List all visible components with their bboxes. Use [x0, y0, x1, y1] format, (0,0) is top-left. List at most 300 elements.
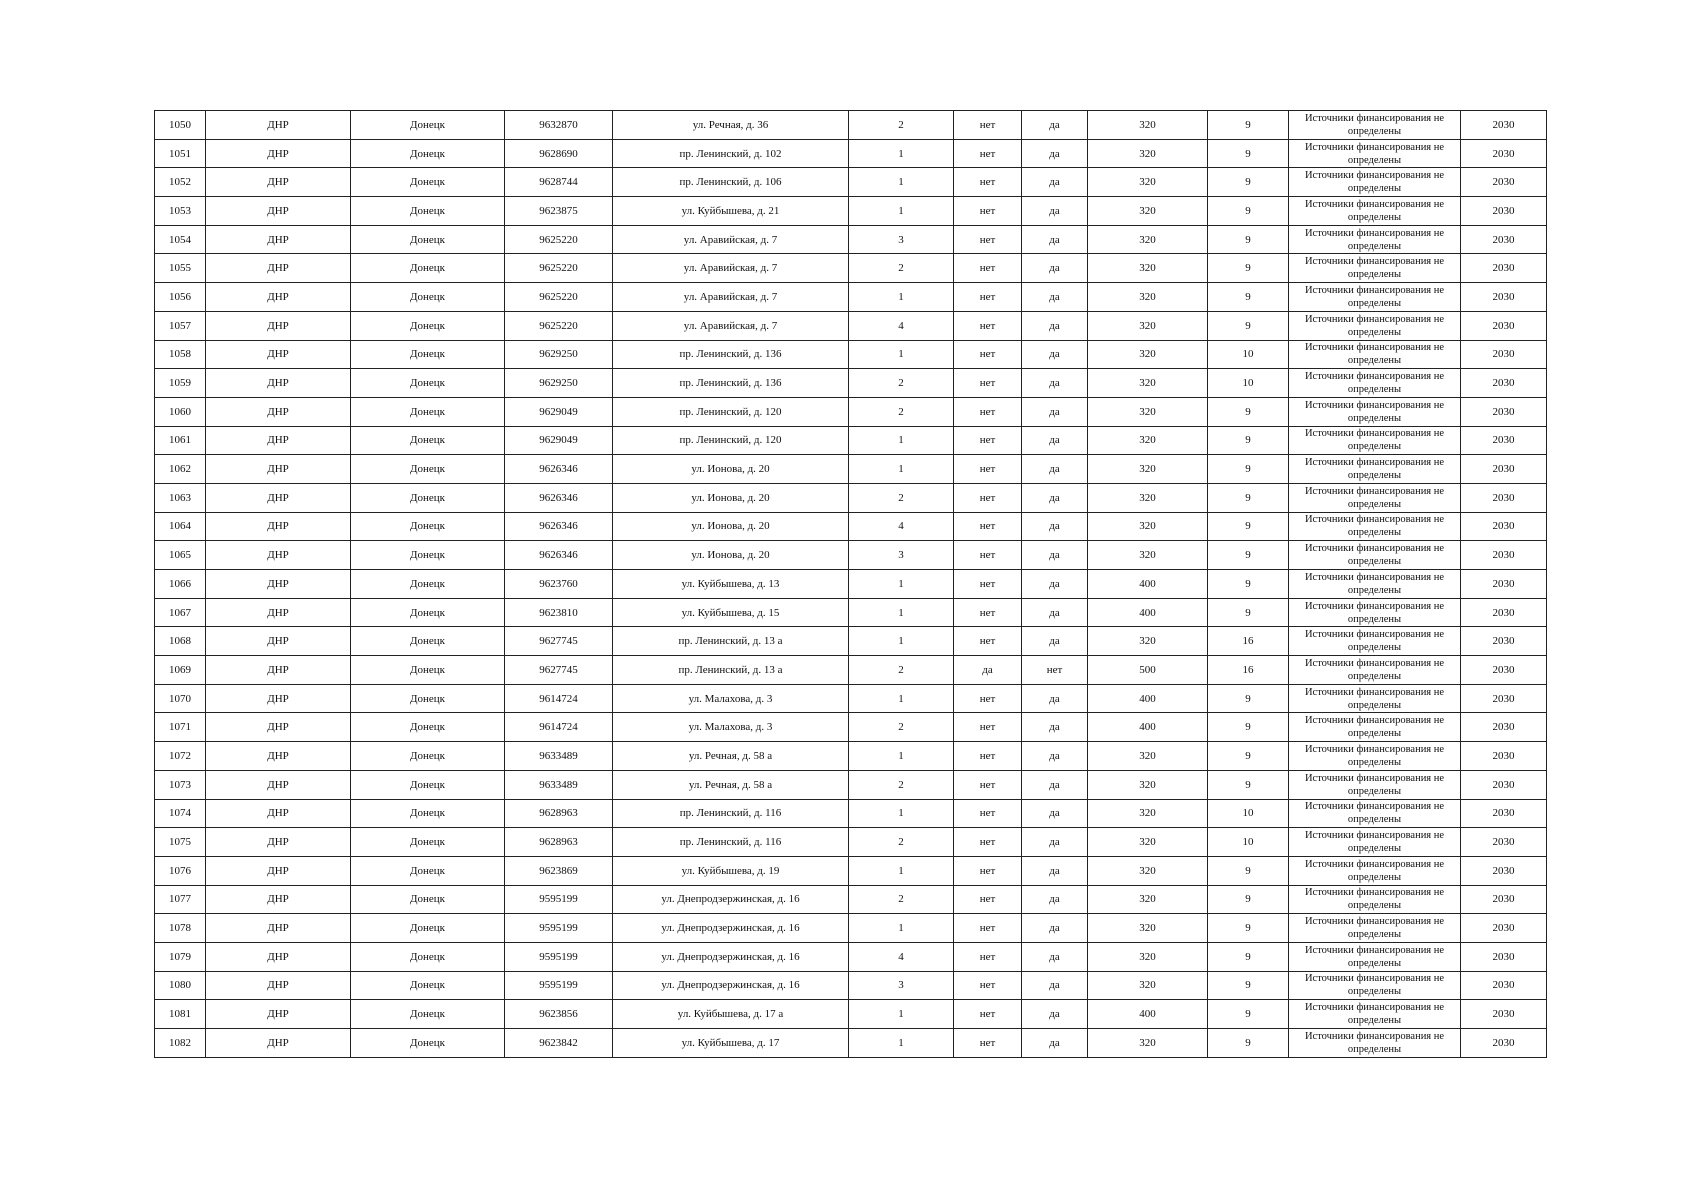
floors-cell: 9 — [1208, 1000, 1289, 1029]
table-row — [155, 111, 1547, 140]
flag-a-cell: нет — [954, 197, 1022, 226]
address-cell: ул. Куйбышева, д. 13 — [613, 570, 849, 599]
year-cell: 2030 — [1461, 541, 1547, 570]
value-cell: 320 — [1088, 627, 1208, 656]
row-number: 1081 — [155, 1000, 206, 1029]
value-cell: 320 — [1088, 512, 1208, 541]
funding-cell: Источники финансирования не определены — [1289, 713, 1461, 742]
flag-a-cell: нет — [954, 225, 1022, 254]
funding-cell: Источники финансирования не определены — [1289, 942, 1461, 971]
entrance-cell: 2 — [849, 397, 954, 426]
funding-cell: Источники финансирования не определены — [1289, 311, 1461, 340]
flag-b-cell: да — [1022, 283, 1088, 312]
city-cell: Донецк — [351, 254, 505, 283]
year-cell: 2030 — [1461, 656, 1547, 685]
city-cell: Донецк — [351, 311, 505, 340]
city-cell: Донецк — [351, 713, 505, 742]
value-cell: 320 — [1088, 799, 1208, 828]
city-cell: Донецк — [351, 799, 505, 828]
address-cell: ул. Днепродзержинская, д. 16 — [613, 885, 849, 914]
flag-b-cell: да — [1022, 426, 1088, 455]
address-cell: пр. Ленинский, д. 136 — [613, 369, 849, 398]
city-cell: Донецк — [351, 139, 505, 168]
flag-a-cell: нет — [954, 627, 1022, 656]
row-number: 1067 — [155, 598, 206, 627]
region-cell: ДНР — [206, 885, 351, 914]
address-cell: пр. Ленинский, д. 116 — [613, 799, 849, 828]
city-cell: Донецк — [351, 942, 505, 971]
city-cell: Донецк — [351, 283, 505, 312]
flag-b-cell: да — [1022, 570, 1088, 599]
floors-cell: 10 — [1208, 340, 1289, 369]
address-cell: ул. Куйбышева, д. 17 а — [613, 1000, 849, 1029]
funding-cell: Источники финансирования не определены — [1289, 856, 1461, 885]
entrance-cell: 1 — [849, 168, 954, 197]
value-cell: 500 — [1088, 656, 1208, 685]
address-cell: ул. Куйбышева, д. 21 — [613, 197, 849, 226]
code-cell: 9623760 — [505, 570, 613, 599]
entrance-cell: 1 — [849, 139, 954, 168]
flag-b-cell: да — [1022, 111, 1088, 140]
city-cell: Донецк — [351, 742, 505, 771]
floors-cell: 10 — [1208, 828, 1289, 857]
entrance-cell: 1 — [849, 799, 954, 828]
year-cell: 2030 — [1461, 455, 1547, 484]
year-cell: 2030 — [1461, 856, 1547, 885]
table-row — [155, 627, 1547, 656]
row-number: 1054 — [155, 225, 206, 254]
flag-a-cell: нет — [954, 455, 1022, 484]
funding-cell: Источники финансирования не определены — [1289, 541, 1461, 570]
flag-b-cell: да — [1022, 512, 1088, 541]
entrance-cell: 3 — [849, 225, 954, 254]
funding-cell: Источники финансирования не определены — [1289, 598, 1461, 627]
address-cell: ул. Куйбышева, д. 17 — [613, 1029, 849, 1058]
region-cell: ДНР — [206, 598, 351, 627]
value-cell: 320 — [1088, 742, 1208, 771]
row-number: 1057 — [155, 311, 206, 340]
table-row — [155, 799, 1547, 828]
year-cell: 2030 — [1461, 483, 1547, 512]
region-cell: ДНР — [206, 914, 351, 943]
flag-a-cell: нет — [954, 254, 1022, 283]
flag-a-cell: нет — [954, 139, 1022, 168]
city-cell: Донецк — [351, 225, 505, 254]
row-number: 1053 — [155, 197, 206, 226]
floors-cell: 10 — [1208, 369, 1289, 398]
address-cell: ул. Речная, д. 36 — [613, 111, 849, 140]
floors-cell: 9 — [1208, 713, 1289, 742]
row-number: 1080 — [155, 971, 206, 1000]
flag-b-cell: да — [1022, 311, 1088, 340]
address-cell: ул. Малахова, д. 3 — [613, 684, 849, 713]
flag-b-cell: да — [1022, 799, 1088, 828]
code-cell: 9628963 — [505, 828, 613, 857]
code-cell: 9632870 — [505, 111, 613, 140]
floors-cell: 9 — [1208, 455, 1289, 484]
year-cell: 2030 — [1461, 283, 1547, 312]
flag-b-cell: да — [1022, 139, 1088, 168]
floors-cell: 9 — [1208, 914, 1289, 943]
floors-cell: 9 — [1208, 483, 1289, 512]
city-cell: Донецк — [351, 856, 505, 885]
address-cell: ул. Речная, д. 58 а — [613, 742, 849, 771]
address-cell: ул. Аравийская, д. 7 — [613, 311, 849, 340]
row-number: 1064 — [155, 512, 206, 541]
address-cell: ул. Куйбышева, д. 19 — [613, 856, 849, 885]
city-cell: Донецк — [351, 570, 505, 599]
flag-a-cell: нет — [954, 713, 1022, 742]
flag-b-cell: да — [1022, 856, 1088, 885]
region-cell: ДНР — [206, 111, 351, 140]
year-cell: 2030 — [1461, 311, 1547, 340]
flag-b-cell: да — [1022, 971, 1088, 1000]
value-cell: 320 — [1088, 397, 1208, 426]
floors-cell: 9 — [1208, 770, 1289, 799]
value-cell: 320 — [1088, 885, 1208, 914]
flag-b-cell: да — [1022, 627, 1088, 656]
floors-cell: 9 — [1208, 942, 1289, 971]
funding-cell: Источники финансирования не определены — [1289, 885, 1461, 914]
city-cell: Донецк — [351, 197, 505, 226]
funding-cell: Источники финансирования не определены — [1289, 397, 1461, 426]
table-row — [155, 885, 1547, 914]
address-cell: ул. Днепродзержинская, д. 16 — [613, 914, 849, 943]
code-cell: 9629250 — [505, 369, 613, 398]
floors-cell: 9 — [1208, 168, 1289, 197]
value-cell: 320 — [1088, 1029, 1208, 1058]
entrance-cell: 4 — [849, 512, 954, 541]
address-cell: ул. Днепродзержинская, д. 16 — [613, 942, 849, 971]
flag-a-cell: нет — [954, 369, 1022, 398]
flag-b-cell: да — [1022, 455, 1088, 484]
region-cell: ДНР — [206, 570, 351, 599]
address-cell: пр. Ленинский, д. 136 — [613, 340, 849, 369]
floors-cell: 9 — [1208, 541, 1289, 570]
table-row — [155, 656, 1547, 685]
table-row — [155, 570, 1547, 599]
year-cell: 2030 — [1461, 340, 1547, 369]
row-number: 1078 — [155, 914, 206, 943]
funding-cell: Источники финансирования не определены — [1289, 770, 1461, 799]
code-cell: 9623875 — [505, 197, 613, 226]
table-body — [155, 111, 1547, 1058]
year-cell: 2030 — [1461, 742, 1547, 771]
flag-b-cell: да — [1022, 942, 1088, 971]
value-cell: 320 — [1088, 856, 1208, 885]
flag-a-cell: нет — [954, 340, 1022, 369]
value-cell: 320 — [1088, 283, 1208, 312]
city-cell: Донецк — [351, 684, 505, 713]
address-cell: пр. Ленинский, д. 116 — [613, 828, 849, 857]
city-cell: Донецк — [351, 656, 505, 685]
floors-cell: 9 — [1208, 742, 1289, 771]
flag-a-cell: нет — [954, 799, 1022, 828]
funding-cell: Источники финансирования не определены — [1289, 168, 1461, 197]
address-cell: пр. Ленинский, д. 13 а — [613, 627, 849, 656]
floors-cell: 9 — [1208, 254, 1289, 283]
region-cell: ДНР — [206, 283, 351, 312]
region-cell: ДНР — [206, 770, 351, 799]
address-cell: пр. Ленинский, д. 13 а — [613, 656, 849, 685]
year-cell: 2030 — [1461, 570, 1547, 599]
table-row — [155, 283, 1547, 312]
city-cell: Донецк — [351, 770, 505, 799]
address-cell: ул. Ионова, д. 20 — [613, 541, 849, 570]
city-cell: Донецк — [351, 598, 505, 627]
value-cell: 320 — [1088, 541, 1208, 570]
row-number: 1066 — [155, 570, 206, 599]
table-row — [155, 971, 1547, 1000]
code-cell: 9595199 — [505, 885, 613, 914]
table-row — [155, 340, 1547, 369]
row-number: 1071 — [155, 713, 206, 742]
year-cell: 2030 — [1461, 770, 1547, 799]
address-cell: ул. Малахова, д. 3 — [613, 713, 849, 742]
address-cell: ул. Ионова, д. 20 — [613, 455, 849, 484]
address-cell: ул. Речная, д. 58 а — [613, 770, 849, 799]
address-cell: ул. Ионова, д. 20 — [613, 483, 849, 512]
flag-a-cell: нет — [954, 541, 1022, 570]
city-cell: Донецк — [351, 1029, 505, 1058]
code-cell: 9625220 — [505, 254, 613, 283]
floors-cell: 9 — [1208, 598, 1289, 627]
row-number: 1059 — [155, 369, 206, 398]
flag-b-cell: да — [1022, 225, 1088, 254]
city-cell: Донецк — [351, 914, 505, 943]
table-row — [155, 455, 1547, 484]
funding-cell: Источники финансирования не определены — [1289, 570, 1461, 599]
city-cell: Донецк — [351, 627, 505, 656]
table-row — [155, 942, 1547, 971]
year-cell: 2030 — [1461, 1029, 1547, 1058]
funding-cell: Источники финансирования не определены — [1289, 139, 1461, 168]
floors-cell: 9 — [1208, 885, 1289, 914]
row-number: 1079 — [155, 942, 206, 971]
flag-a-cell: нет — [954, 397, 1022, 426]
row-number: 1072 — [155, 742, 206, 771]
table-row — [155, 225, 1547, 254]
value-cell: 400 — [1088, 1000, 1208, 1029]
region-cell: ДНР — [206, 713, 351, 742]
funding-cell: Источники финансирования не определены — [1289, 197, 1461, 226]
year-cell: 2030 — [1461, 627, 1547, 656]
entrance-cell: 2 — [849, 656, 954, 685]
flag-a-cell: нет — [954, 311, 1022, 340]
entrance-cell: 1 — [849, 598, 954, 627]
code-cell: 9623869 — [505, 856, 613, 885]
funding-cell: Источники финансирования не определены — [1289, 1000, 1461, 1029]
floors-cell: 9 — [1208, 1029, 1289, 1058]
value-cell: 400 — [1088, 684, 1208, 713]
year-cell: 2030 — [1461, 713, 1547, 742]
code-cell: 9614724 — [505, 713, 613, 742]
row-number: 1065 — [155, 541, 206, 570]
table-row — [155, 828, 1547, 857]
year-cell: 2030 — [1461, 942, 1547, 971]
floors-cell: 9 — [1208, 684, 1289, 713]
floors-cell: 9 — [1208, 139, 1289, 168]
region-cell: ДНР — [206, 942, 351, 971]
funding-cell: Источники финансирования не определены — [1289, 283, 1461, 312]
table-row — [155, 914, 1547, 943]
entrance-cell: 2 — [849, 111, 954, 140]
table-row — [155, 512, 1547, 541]
value-cell: 320 — [1088, 426, 1208, 455]
floors-cell: 9 — [1208, 971, 1289, 1000]
row-number: 1076 — [155, 856, 206, 885]
value-cell: 320 — [1088, 139, 1208, 168]
table-row — [155, 254, 1547, 283]
floors-cell: 9 — [1208, 283, 1289, 312]
region-cell: ДНР — [206, 340, 351, 369]
funding-cell: Источники финансирования не определены — [1289, 111, 1461, 140]
year-cell: 2030 — [1461, 168, 1547, 197]
entrance-cell: 4 — [849, 942, 954, 971]
funding-cell: Источники финансирования не определены — [1289, 340, 1461, 369]
flag-a-cell: нет — [954, 942, 1022, 971]
value-cell: 320 — [1088, 168, 1208, 197]
flag-a-cell: нет — [954, 426, 1022, 455]
value-cell: 320 — [1088, 914, 1208, 943]
entrance-cell: 2 — [849, 369, 954, 398]
flag-a-cell: нет — [954, 770, 1022, 799]
year-cell: 2030 — [1461, 1000, 1547, 1029]
table-row — [155, 770, 1547, 799]
floors-cell: 16 — [1208, 656, 1289, 685]
city-cell: Донецк — [351, 111, 505, 140]
code-cell: 9595199 — [505, 914, 613, 943]
city-cell: Донецк — [351, 512, 505, 541]
year-cell: 2030 — [1461, 684, 1547, 713]
flag-a-cell: нет — [954, 971, 1022, 1000]
entrance-cell: 3 — [849, 971, 954, 1000]
region-cell: ДНР — [206, 742, 351, 771]
region-cell: ДНР — [206, 856, 351, 885]
code-cell: 9626346 — [505, 541, 613, 570]
floors-cell: 9 — [1208, 197, 1289, 226]
code-cell: 9629049 — [505, 397, 613, 426]
region-cell: ДНР — [206, 684, 351, 713]
region-cell: ДНР — [206, 971, 351, 1000]
entrance-cell: 2 — [849, 713, 954, 742]
table-row — [155, 1000, 1547, 1029]
value-cell: 320 — [1088, 340, 1208, 369]
row-number: 1061 — [155, 426, 206, 455]
entrance-cell: 3 — [849, 541, 954, 570]
value-cell: 320 — [1088, 942, 1208, 971]
address-cell: ул. Куйбышева, д. 15 — [613, 598, 849, 627]
funding-cell: Источники финансирования не определены — [1289, 225, 1461, 254]
value-cell: 400 — [1088, 570, 1208, 599]
table-row — [155, 1029, 1547, 1058]
row-number: 1074 — [155, 799, 206, 828]
year-cell: 2030 — [1461, 512, 1547, 541]
table-row — [155, 541, 1547, 570]
row-number: 1063 — [155, 483, 206, 512]
address-cell: пр. Ленинский, д. 102 — [613, 139, 849, 168]
entrance-cell: 1 — [849, 1000, 954, 1029]
city-cell: Донецк — [351, 168, 505, 197]
row-number: 1073 — [155, 770, 206, 799]
flag-a-cell: нет — [954, 914, 1022, 943]
code-cell: 9595199 — [505, 971, 613, 1000]
flag-a-cell: нет — [954, 512, 1022, 541]
flag-a-cell: нет — [954, 1029, 1022, 1058]
table-row — [155, 598, 1547, 627]
value-cell: 320 — [1088, 770, 1208, 799]
flag-a-cell: нет — [954, 742, 1022, 771]
flag-a-cell: нет — [954, 483, 1022, 512]
value-cell: 320 — [1088, 369, 1208, 398]
city-cell: Донецк — [351, 885, 505, 914]
funding-cell: Источники финансирования не определены — [1289, 627, 1461, 656]
table-row — [155, 856, 1547, 885]
entrance-cell: 1 — [849, 570, 954, 599]
flag-b-cell: да — [1022, 541, 1088, 570]
table-row — [155, 168, 1547, 197]
value-cell: 320 — [1088, 971, 1208, 1000]
code-cell: 9629250 — [505, 340, 613, 369]
table-row — [155, 426, 1547, 455]
code-cell: 9627745 — [505, 627, 613, 656]
table-row — [155, 311, 1547, 340]
flag-a-cell: нет — [954, 283, 1022, 312]
region-cell: ДНР — [206, 168, 351, 197]
funding-cell: Источники финансирования не определены — [1289, 742, 1461, 771]
flag-a-cell: нет — [954, 1000, 1022, 1029]
code-cell: 9628690 — [505, 139, 613, 168]
region-cell: ДНР — [206, 139, 351, 168]
flag-b-cell: да — [1022, 828, 1088, 857]
year-cell: 2030 — [1461, 369, 1547, 398]
funding-cell: Источники финансирования не определены — [1289, 512, 1461, 541]
entrance-cell: 2 — [849, 828, 954, 857]
floors-cell: 9 — [1208, 512, 1289, 541]
value-cell: 400 — [1088, 713, 1208, 742]
row-number: 1055 — [155, 254, 206, 283]
row-number: 1069 — [155, 656, 206, 685]
region-cell: ДНР — [206, 1029, 351, 1058]
flag-a-cell: нет — [954, 570, 1022, 599]
flag-b-cell: да — [1022, 397, 1088, 426]
funding-cell: Источники финансирования не определены — [1289, 455, 1461, 484]
value-cell: 320 — [1088, 111, 1208, 140]
flag-b-cell: да — [1022, 885, 1088, 914]
flag-b-cell: да — [1022, 483, 1088, 512]
row-number: 1077 — [155, 885, 206, 914]
funding-cell: Источники финансирования не определены — [1289, 971, 1461, 1000]
city-cell: Донецк — [351, 369, 505, 398]
city-cell: Донецк — [351, 971, 505, 1000]
year-cell: 2030 — [1461, 914, 1547, 943]
flag-a-cell: нет — [954, 856, 1022, 885]
year-cell: 2030 — [1461, 828, 1547, 857]
table-row — [155, 713, 1547, 742]
flag-b-cell: да — [1022, 770, 1088, 799]
city-cell: Донецк — [351, 541, 505, 570]
flag-a-cell: нет — [954, 111, 1022, 140]
floors-cell: 16 — [1208, 627, 1289, 656]
address-cell: пр. Ленинский, д. 120 — [613, 426, 849, 455]
code-cell: 9626346 — [505, 483, 613, 512]
flag-a-cell: нет — [954, 168, 1022, 197]
city-cell: Донецк — [351, 397, 505, 426]
year-cell: 2030 — [1461, 197, 1547, 226]
flag-b-cell: да — [1022, 598, 1088, 627]
row-number: 1052 — [155, 168, 206, 197]
flag-b-cell: да — [1022, 713, 1088, 742]
